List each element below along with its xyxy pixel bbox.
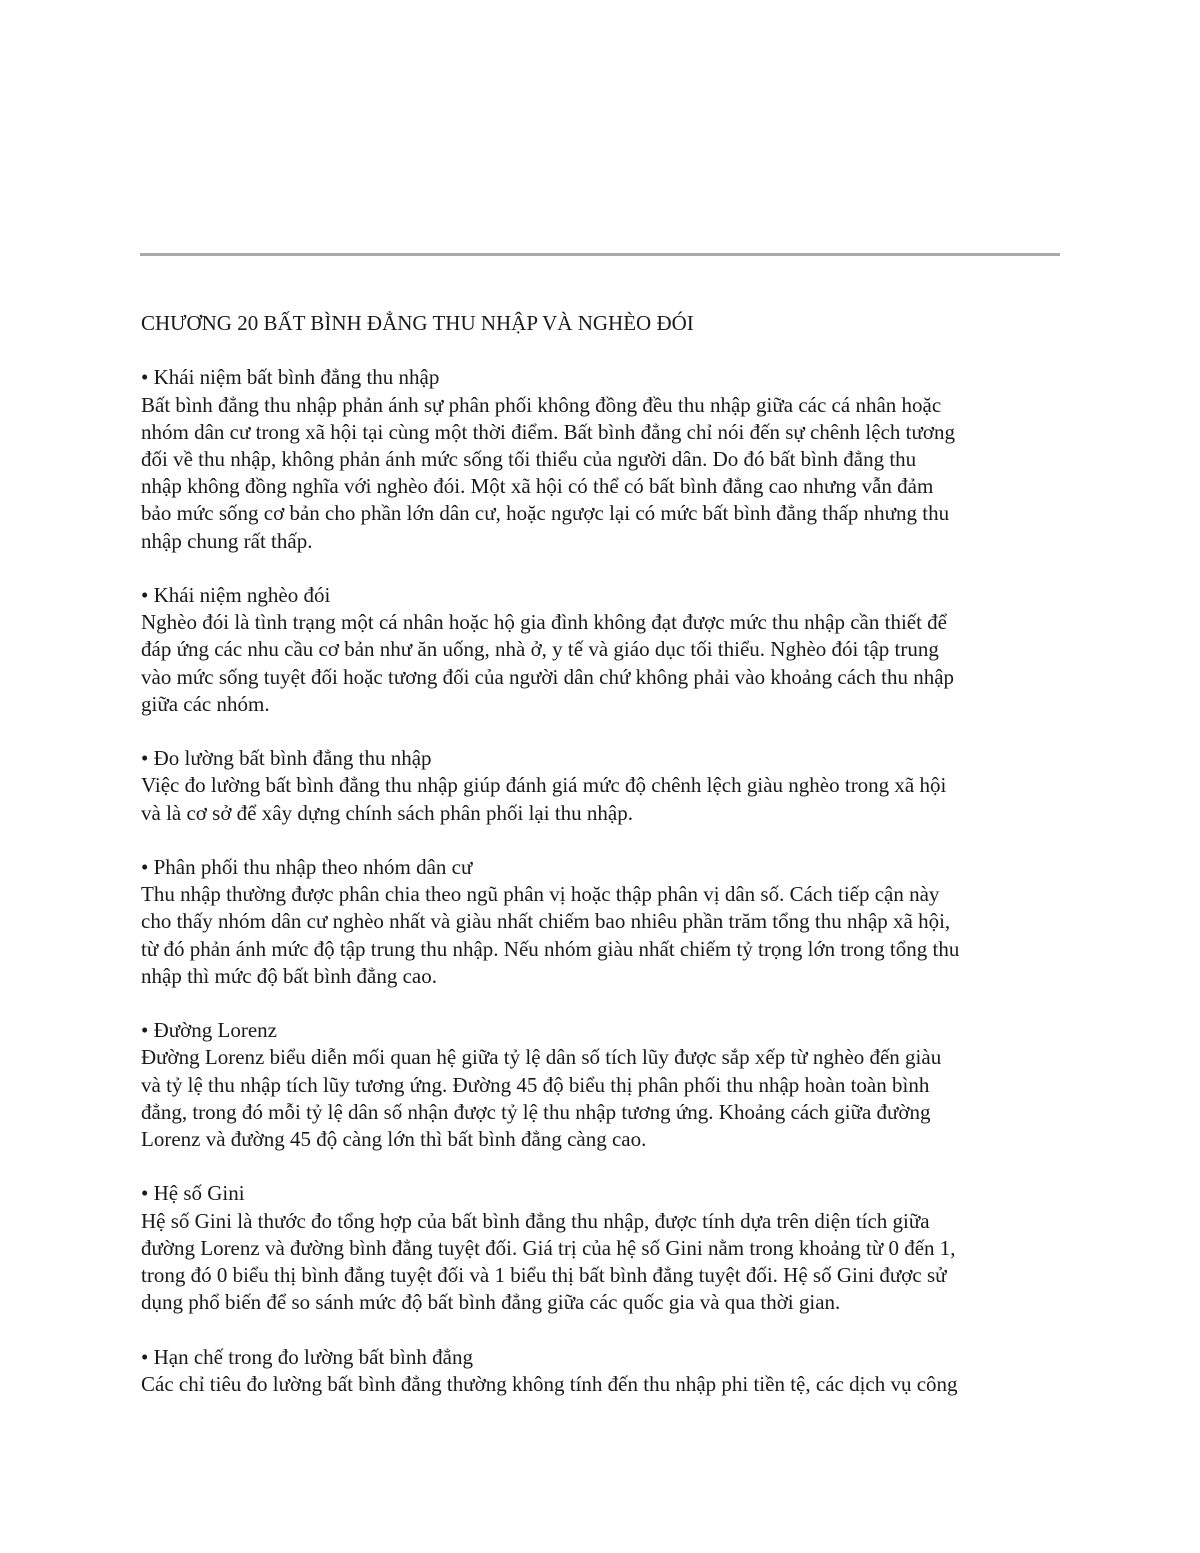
section-gini-coefficient xyxy=(141,1180,1066,1316)
paragraph-line: cho thấy nhóm dân cư nghèo nhất và giàu nhất chiếm bao nhiêu phần trăm tổng thu nhập xã hội, xyxy=(141,909,951,934)
paragraph-line: và là cơ sở để xây dựng chính sách phân phối lại thu nhập. xyxy=(141,800,633,825)
paragraph-line: trong đó 0 biểu thị bình đẳng tuyệt đối và 1 biểu thị bất bình đẳng tuyệt đối. Hệ số Gini được sử xyxy=(141,1263,947,1288)
paragraph-line: đáp ứng các nhu cầu cơ bản như ăn uống, nhà ở, y tế và giáo dục tối thiểu. Nghèo đói tập trung xyxy=(141,637,939,662)
document-body xyxy=(141,310,1066,1425)
paragraph-line: nhập không đồng nghĩa với nghèo đói. Một xã hội có thể có bất bình đẳng cao nhưng vẫn đảm xyxy=(141,474,934,499)
paragraph-line: Lorenz và đường 45 độ càng lớn thì bất bình đẳng càng cao. xyxy=(141,1127,647,1152)
paragraph-line: đối về thu nhập, không phản ánh mức sống tối thiểu của người dân. Do đó bất bình đẳng thu xyxy=(141,447,917,471)
paragraph-line: và tỷ lệ thu nhập tích lũy tương ứng. Đường 45 độ biểu thị phân phối thu nhập hoàn toàn bình xyxy=(141,1072,930,1097)
section-heading: • Hạn chế trong đo lường bất bình đẳng xyxy=(141,1344,473,1369)
paragraph-line: Các chỉ tiêu đo lường bất bình đẳng thường không tính đến thu nhập phi tiền tệ, các dịch vụ công xyxy=(141,1371,958,1396)
section-measuring-inequality xyxy=(141,745,1066,827)
paragraph-line: giữa các nhóm. xyxy=(141,691,270,716)
section-heading: • Khái niệm bất bình đẳng thu nhập xyxy=(141,365,440,390)
paragraph-line: Thu nhập thường được phân chia theo ngũ phân vị hoặc thập phân vị dân số. Cách tiếp cận này xyxy=(141,882,940,907)
paragraph-line: Việc đo lường bất bình đẳng thu nhập giúp đánh giá mức độ chênh lệch giàu nghèo trong xã hội xyxy=(141,773,947,798)
paragraph-line: nhóm dân cư trong xã hội tại cùng một thời điểm. Bất bình đẳng chỉ nói đến sự chênh lệch tương xyxy=(141,419,955,444)
section-lorenz-curve xyxy=(141,1017,1066,1153)
section-heading: • Khái niệm nghèo đói xyxy=(141,583,331,607)
paragraph-line: từ đó phản ánh mức độ tập trung thu nhập. Nếu nhóm giàu nhất chiếm tỷ trọng lớn trong tổng thu xyxy=(141,936,960,961)
paragraph-line: Đường Lorenz biểu diễn mối quan hệ giữa tỷ lệ dân số tích lũy được sắp xếp từ nghèo đến giàu xyxy=(141,1045,942,1070)
paragraph-line: nhập chung rất thấp. xyxy=(141,528,313,553)
section-income-inequality-concept xyxy=(141,364,1066,554)
paragraph-line: đường Lorenz và đường bình đẳng tuyệt đối. Giá trị của hệ số Gini nằm trong khoảng từ 0 đến 1, xyxy=(141,1235,956,1260)
paragraph-line: đẳng, trong đó mỗi tỷ lệ dân số nhận được tỷ lệ thu nhập tương ứng. Khoảng cách giữa đường xyxy=(141,1099,931,1124)
horizontal-rule xyxy=(140,253,1060,256)
section-poverty-concept xyxy=(141,582,1066,718)
section-heading: • Phân phối thu nhập theo nhóm dân cư xyxy=(141,855,473,879)
paragraph-line: dụng phổ biến để so sánh mức độ bất bình đẳng giữa các quốc gia và qua thời gian. xyxy=(141,1290,841,1315)
section-heading: • Đường Lorenz xyxy=(141,1018,277,1043)
section-heading: • Đo lường bất bình đẳng thu nhập xyxy=(141,746,432,771)
paragraph-line: Hệ số Gini là thước đo tổng hợp của bất bình đẳng thu nhập, được tính dựa trên diện tích giữa xyxy=(141,1208,930,1233)
paragraph-line: vào mức sống tuyệt đối hoặc tương đối của người dân chứ không phải vào khoảng cách thu nhập xyxy=(141,664,955,689)
chapter-title: CHƯƠNG 20 BẤT BÌNH ĐẲNG THU NHẬP VÀ NGHÈO ĐÓI xyxy=(141,311,694,335)
paragraph-line: Nghèo đói là tình trạng một cá nhân hoặc hộ gia đình không đạt được mức thu nhập cần thiết để xyxy=(141,610,947,635)
paragraph-line: bảo mức sống cơ bản cho phần lớn dân cư, hoặc ngược lại có mức bất bình đẳng thấp nhưng thu xyxy=(141,501,950,526)
paragraph-line: Bất bình đẳng thu nhập phản ánh sự phân phối không đồng đều thu nhập giữa các cá nhân hoặc xyxy=(141,392,942,417)
section-measurement-limitations xyxy=(141,1344,1066,1398)
section-income-distribution xyxy=(141,854,1066,990)
section-heading: • Hệ số Gini xyxy=(141,1181,245,1206)
paragraph-line: nhập thì mức độ bất bình đẳng cao. xyxy=(141,963,437,988)
